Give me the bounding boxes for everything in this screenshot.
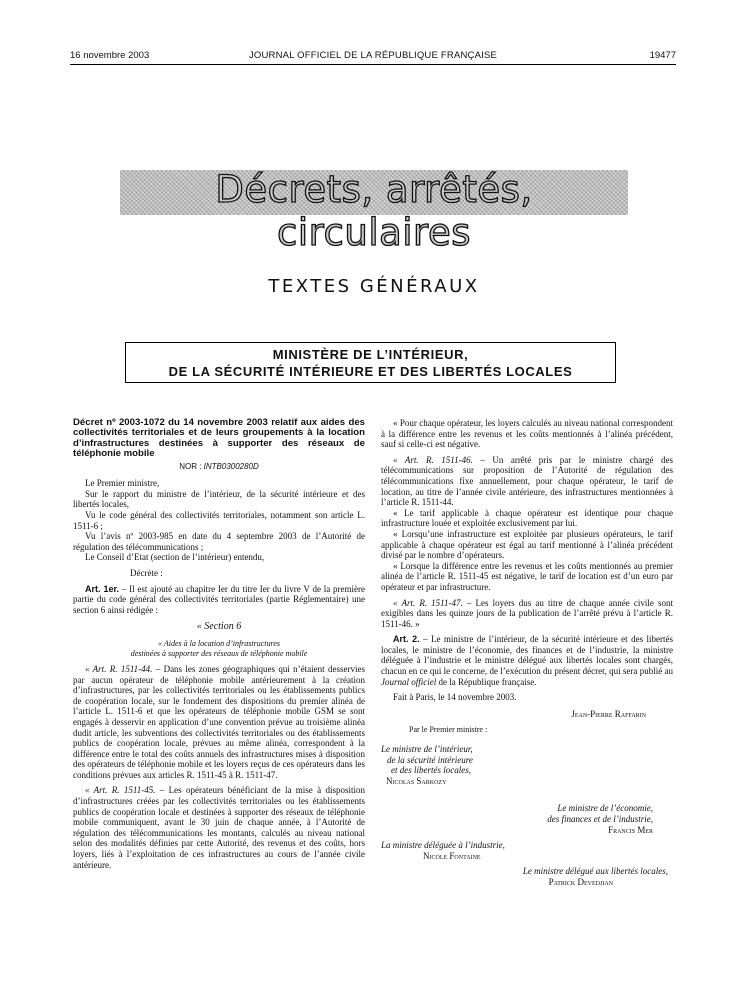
intro-paragraph: Vu l’avis nº 2003-985 en date du 4 septembre 2003 de l’Autorité de régulation des télécommunications ; xyxy=(73,531,365,552)
article-1-text: – Il est ajouté au chapitre Ier du titre Ier du livre V de la première partie du code général des collectivités territoriales (partie Réglementaire) une section 6 ainsi rédigée : xyxy=(73,583,365,615)
header-journal-title: JOURNAL OFFICIEL DE LA RÉPUBLIQUE FRANÇAISE xyxy=(248,50,498,61)
section-subtitle-1: « Aides à la location d’infrastructures xyxy=(158,638,280,648)
article-2-text: – Le ministre de l’intérieur, de la sécurité intérieure et des libertés locales, le ministre de l’économie, des finances et de l’industrie, la ministre déléguée à l’industrie et le ministre délégué aux libertés locales sont chargés, chacun en ce qui le concerne, de l’exécution du présent décret, qui sera publié au xyxy=(381,634,673,677)
article-r1511-46-text: – Un arrêté pris par le ministre chargé des télécommunications sur proposition de l’Autorité de régulation des télécommunications fixe annuellement, pour chaque opérateur, le tarif de location, au titre de l’année civile antérieure, des infrastructures mentionnées à l’article R. 1511-44. xyxy=(381,454,673,508)
industry-minister-name: Nicole Fontaine xyxy=(423,850,481,861)
article-r1511-44 xyxy=(73,664,365,781)
article-2-label: Art. 2. xyxy=(393,634,420,645)
interior-title-line: Le ministre de l’intérieur, xyxy=(381,744,473,755)
article-1-label: Art. 1er. xyxy=(85,583,120,594)
pm-signature: Jean-Pierre Raffarin xyxy=(571,708,646,719)
article-r1511-47-label: « Art. R. 1511-47. xyxy=(393,597,463,608)
industry-title: La ministre déléguée à l’industrie, xyxy=(381,840,505,851)
banner xyxy=(120,168,628,254)
section-title: TEXTES GÉNÉRAUX xyxy=(268,276,480,297)
intro-paragraph: Le Premier ministre, xyxy=(85,478,160,489)
interior-title-line: de la sécurité intérieure xyxy=(387,754,473,765)
paragraph: « Lorsqu’une infrastructure est exploitée par plusieurs opérateurs, le tarif applicable à chaque opérateur est égal au tarif mentionné à l’alinéa précédent divisé par le nombre d’opérateurs. xyxy=(381,528,673,561)
nor-value: INTB0300280D xyxy=(203,461,259,471)
article-r1511-44-label: « Art. R. 1511-44. xyxy=(85,663,153,674)
article-r1511-44-text: – Dans les zones géographiques qui n’étaient desservies par aucun opérateur de téléphonie mobile antérieurement à la création d’infrastructures, par les collectivités territoriales ou les établissements publics de coopération locale, sur le fondement des dispositions du premier alinéa de l’article L. 1511-6 et que les opérateurs de téléphonie mobile GSM se sont engagés à desservir en application d’une convention prévue au troisième alinéa dudit article, les subventions des collectivités territoriales ou des établissements publics de coopération locale, prévues au même alinéa, correspondent à la différence entre le total des coûts annuels des infrastructures mises à disposition des opérateurs de téléphonie mobile et les loyers reçus de ces opérateurs dans les conditions prévues aux articles R. 1511-45 à R. 1511-47. xyxy=(73,663,365,780)
paragraph: « Pour chaque opérateur, les loyers calculés au niveau national correspondent à la différence entre les revenus et les coûts mentionnés à l’alinéa précédent, sauf si celle-ci est négative. xyxy=(381,418,673,450)
journal-officiel-reference: Journal officiel xyxy=(381,676,437,687)
ministry-line-2: DE LA SÉCURITÉ INTÉRIEURE ET DES LIBERTÉS LOCALES xyxy=(168,364,573,379)
intro-paragraph: Vu le code général des collectivités territoriales, notamment son article L. 1511-6 ; xyxy=(73,510,365,531)
nor-label: NOR : xyxy=(179,461,202,471)
article-r1511-46 xyxy=(381,455,673,508)
decrete: Décrète : xyxy=(130,567,163,578)
interior-minister-name: Nicolas Sarkozy xyxy=(386,775,447,786)
article-r1511-47-text: – Les loyers dus au titre de chaque année civile sont exigibles dans les quinze jours de la publication de l’arrêté prévu à l’article R. 1511-46. » xyxy=(381,597,674,629)
economy-signature-block xyxy=(381,803,673,835)
economy-minister-name: Francis Mer xyxy=(608,824,653,835)
right-column xyxy=(381,418,673,888)
article-1 xyxy=(73,584,365,616)
article-r1511-47 xyxy=(381,598,673,630)
paragraph: « Lorsque la différence entre les revenus et les coûts mentionnés au premier alinéa de l’article R. 1511-45 est négative, le tarif de location est d’un euro par opérateur et par infrastructure. xyxy=(381,560,673,592)
economy-title-line: des finances et de l’industrie, xyxy=(547,814,653,824)
article-r1511-45 xyxy=(73,785,365,870)
intro-paragraph: Sur le rapport du ministre de l’intérieur, de la sécurité intérieure et des libertés locales, xyxy=(73,488,365,510)
section-subtitle-2: destinées à supporter des réseaux de téléphonie mobile xyxy=(130,648,308,658)
banner-title: Décrets, arrêtés, circulaires xyxy=(215,168,533,254)
local-liberties-signature-block xyxy=(381,866,673,887)
paragraph: « Le tarif applicable à chaque opérateur est identique pour chaque infrastructure louée et exploitée exclusivement par lui. xyxy=(381,507,673,529)
header-date: 16 novembre 2003 xyxy=(70,50,150,61)
interior-signature-block xyxy=(381,744,673,786)
interior-title-line: et des libertés locales, xyxy=(391,765,471,776)
article-r1511-45-label: « Art. R. 1511-45. xyxy=(85,785,156,796)
local-liberties-minister-name: Patrick Devedjian xyxy=(548,876,613,887)
header-page-number: 19477 xyxy=(649,50,676,61)
article-r1511-45-text: – Les opérateurs bénéficiant de la mise à disposition d’infrastructures créées par les collectivités territoriales ou les établissements publics de coopération locale et destinées à supporter des réseaux de téléphonie mobile communiquent, avant le 30 juin de chaque année, à l’Autorité de régulation des télécommunications les montants, calculés au niveau national selon des modalités définies par cette Autorité, des revenus et des coûts, hors loyers, liés à l’exploitation de ces infrastructures au cours de l’année civile antérieure. xyxy=(73,785,365,870)
ministry-box xyxy=(125,342,616,383)
article-r1511-46-label: « Art. R. 1511-46. xyxy=(393,454,473,465)
pm-label: Par le Premier ministre : xyxy=(409,725,488,735)
page-header xyxy=(70,50,676,65)
nor-reference xyxy=(73,462,365,473)
article-2-text-end: de la République française. xyxy=(436,676,537,687)
intro-paragraph: Le Conseil d’Etat (section de l’intérieur) entendu, xyxy=(85,552,265,563)
ministry-line-1: MINISTÈRE DE L’INTÉRIEUR, xyxy=(272,347,469,362)
economy-title-line: Le ministre de l’économie, xyxy=(557,803,653,814)
done-at: Fait à Paris, le 14 novembre 2003. xyxy=(393,692,517,703)
local-liberties-title: Le ministre délégué aux libertés locales, xyxy=(522,866,668,877)
industry-signature-block xyxy=(381,840,673,861)
left-column xyxy=(73,418,365,870)
article-2 xyxy=(381,634,673,687)
section-heading: « Section 6 xyxy=(196,621,242,633)
decree-title: Décret nº 2003-1072 du 14 novembre 2003 relatif aux aides des collectivités territoriales et de leurs groupements à la location d’infrastructures destinées à supporter des réseaux de téléphonie mobile xyxy=(73,417,365,460)
